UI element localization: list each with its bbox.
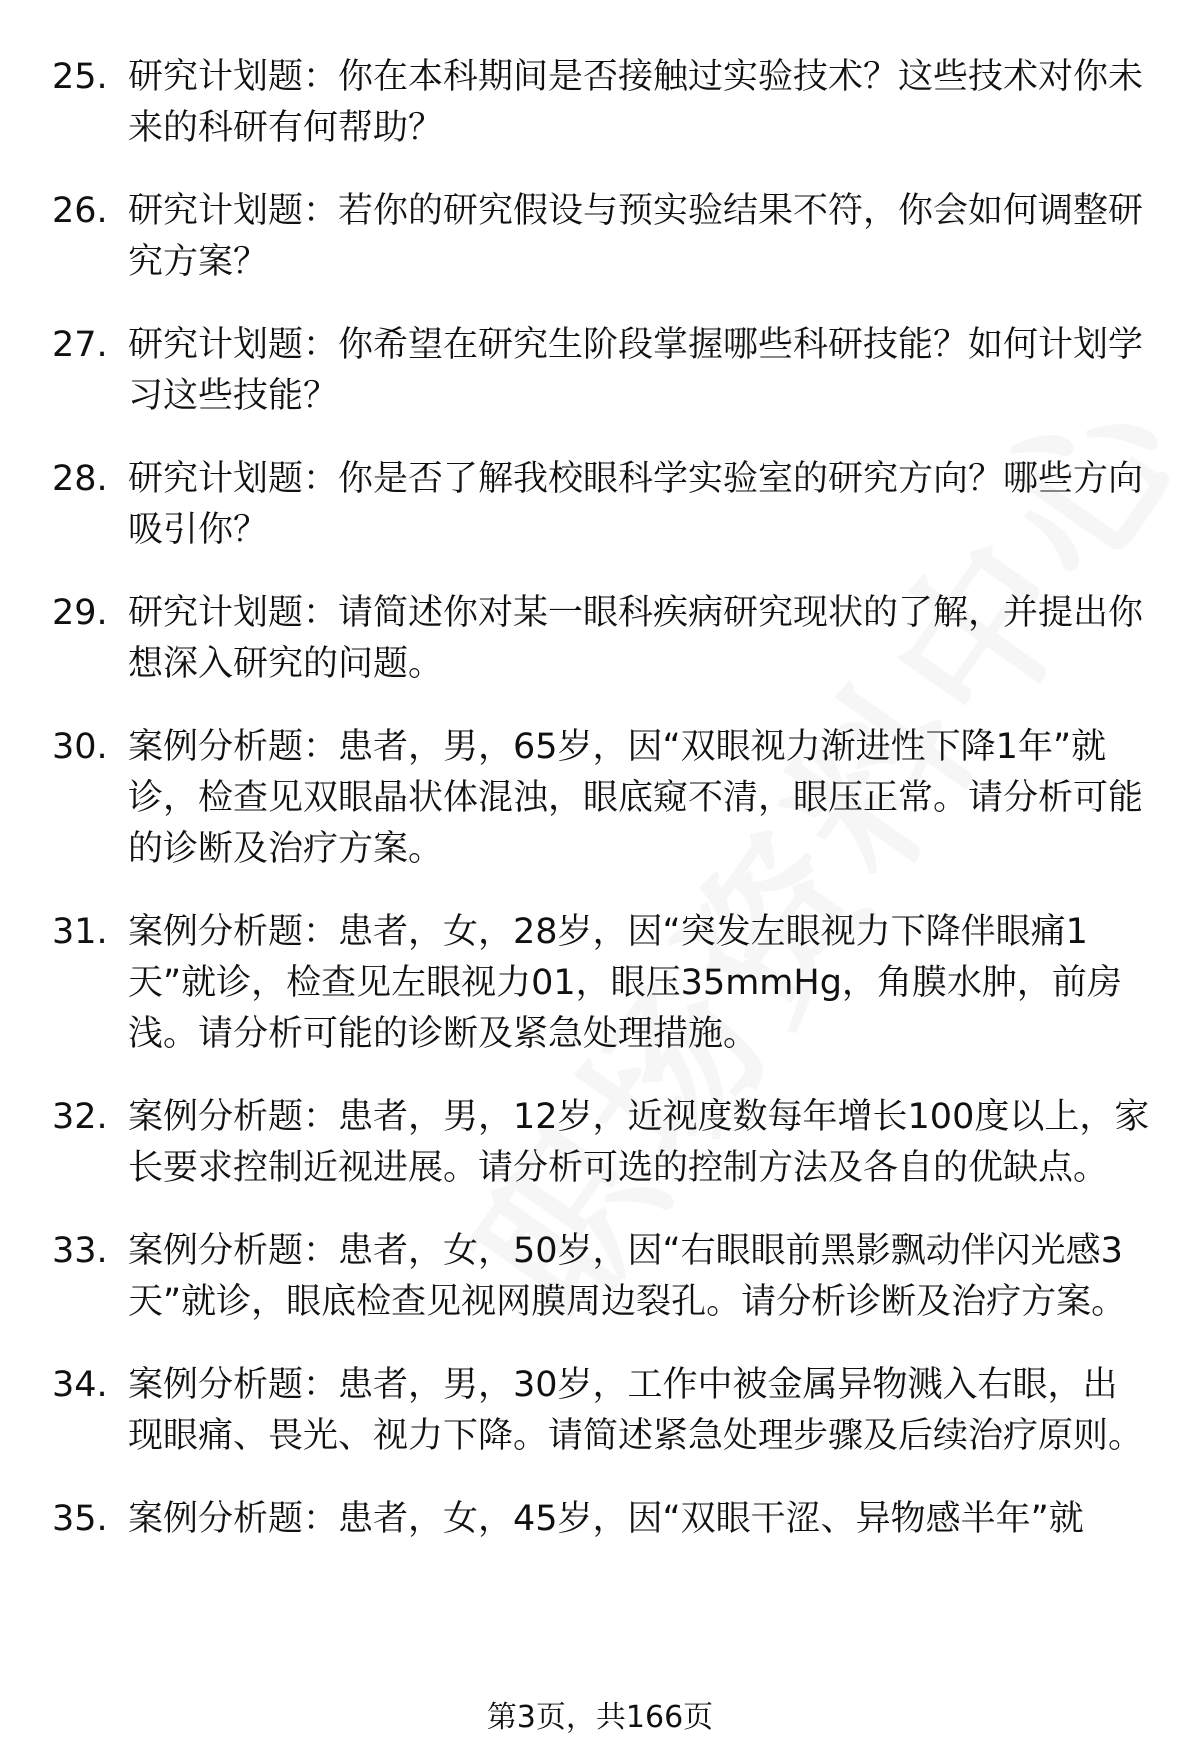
question-number: 26. <box>52 191 108 231</box>
question-number: 35. <box>52 1499 108 1539</box>
question-text: 案例分析题：患者，男，30岁，工作中被金属异物溅入右眼，出现眼痛、畏光、视力下降。请简述紧急处理步骤及后续治疗原则。 <box>128 1365 1144 1456</box>
question-item-34 <box>52 1360 1152 1462</box>
question-text: 案例分析题：患者，男，12岁，近视度数每年增长100度以上，家长要求控制近视进展。请分析可选的控制方法及各自的优缺点。 <box>128 1097 1150 1188</box>
question-text: 案例分析题：患者，男，65岁，因“双眼视力渐进性下降1年”就诊，检查见双眼晶状体混浊，眼底窥不清，眼压正常。请分析可能的诊断及治疗方案。 <box>128 727 1144 869</box>
question-item-28 <box>52 454 1152 556</box>
question-text: 研究计划题：若你的研究假设与预实验结果不符，你会如何调整研究方案？ <box>128 191 1144 282</box>
question-text: 研究计划题：请简述你对某一眼科疾病研究现状的了解，并提出你想深入研究的问题。 <box>128 593 1144 684</box>
question-number: 32. <box>52 1097 108 1137</box>
question-item-35 <box>52 1494 1152 1545</box>
question-number: 30. <box>52 727 108 767</box>
question-number: 28. <box>52 459 108 499</box>
question-item-25 <box>52 52 1152 154</box>
page-footer: 第3页，共166页 <box>486 1700 714 1735</box>
question-number: 31. <box>52 912 108 952</box>
question-item-27 <box>52 320 1152 422</box>
question-item-29 <box>52 588 1152 690</box>
question-item-30 <box>52 722 1152 875</box>
question-list <box>52 52 1152 1577</box>
question-number: 25. <box>52 57 108 97</box>
question-number: 29. <box>52 593 108 633</box>
question-item-31 <box>52 907 1152 1060</box>
question-text: 研究计划题：你在本科期间是否接触过实验技术？这些技术对你未来的科研有何帮助？ <box>128 57 1144 148</box>
question-number: 34. <box>52 1365 108 1405</box>
question-item-32 <box>52 1092 1152 1194</box>
question-text: 案例分析题：患者，女，50岁，因“右眼眼前黑影飘动伴闪光感3天”就诊，眼底检查见视网膜周边裂孔。请分析诊断及治疗方案。 <box>128 1231 1127 1322</box>
question-number: 27. <box>52 325 108 365</box>
question-text: 案例分析题：患者，女，28岁，因“突发左眼视力下降伴眼痛1天”就诊，检查见左眼视力01，眼压35mmHg，角膜水肿，前房浅。请分析可能的诊断及紧急处理措施。 <box>128 912 1122 1054</box>
question-text: 研究计划题：你是否了解我校眼科学实验室的研究方向？哪些方向吸引你？ <box>128 459 1144 550</box>
question-number: 33. <box>52 1231 108 1271</box>
question-text: 案例分析题：患者，女，45岁，因“双眼干涩、异物感半年”就 <box>128 1499 1084 1539</box>
question-text: 研究计划题：你希望在研究生阶段掌握哪些科研技能？如何计划学习这些技能？ <box>128 325 1144 416</box>
question-item-26 <box>52 186 1152 288</box>
question-item-33 <box>52 1226 1152 1328</box>
